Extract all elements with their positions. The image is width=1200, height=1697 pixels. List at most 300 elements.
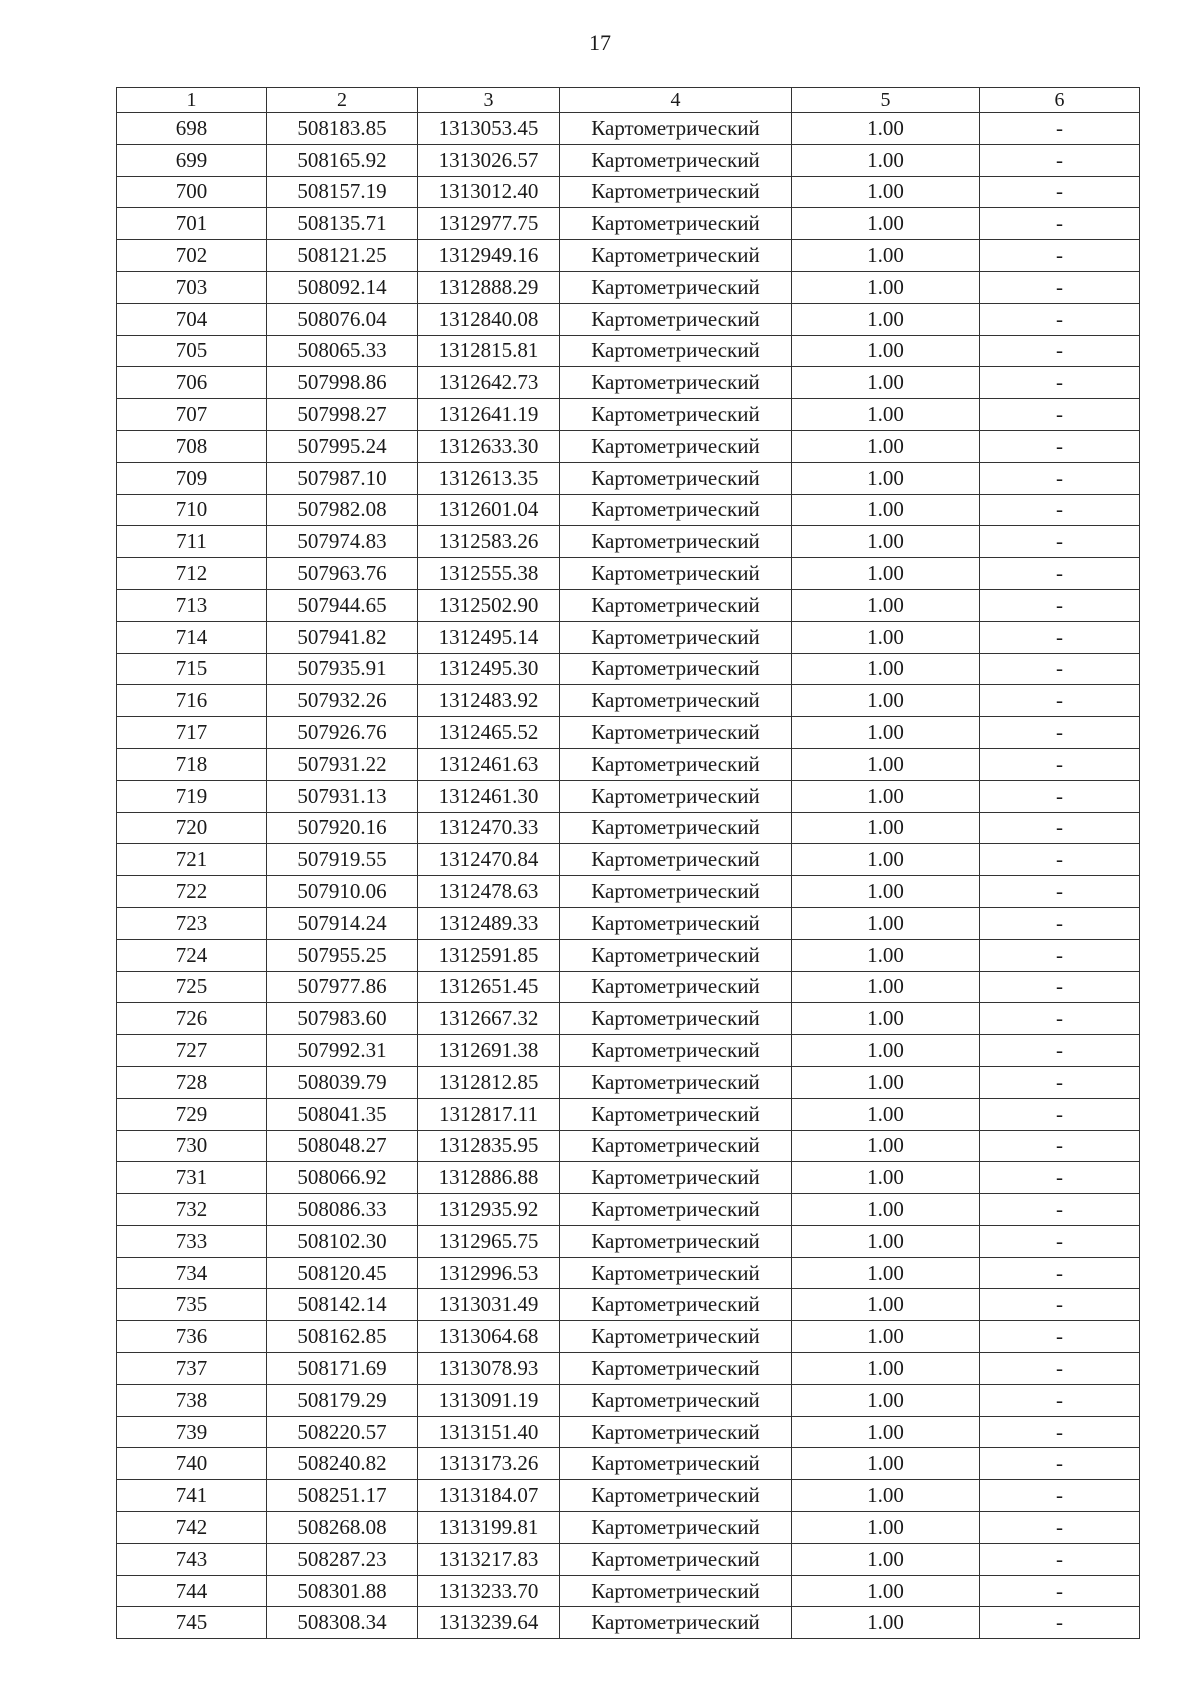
- point-number-cell: 724: [117, 939, 267, 971]
- x-coordinate-cell: 508065.33: [267, 335, 418, 367]
- table-row: [117, 1003, 1140, 1035]
- point-number-cell: 740: [117, 1448, 267, 1480]
- description-cell: -: [980, 1353, 1140, 1385]
- point-number-cell: 737: [117, 1353, 267, 1385]
- method-cell: Картометрический: [560, 685, 792, 717]
- x-coordinate-cell: 507974.83: [267, 526, 418, 558]
- y-coordinate-cell: 1313217.83: [418, 1543, 560, 1575]
- table-row: [117, 1416, 1140, 1448]
- method-cell: Картометрический: [560, 621, 792, 653]
- point-number-cell: 709: [117, 462, 267, 494]
- method-cell: Картометрический: [560, 1066, 792, 1098]
- x-coordinate-cell: 507992.31: [267, 1035, 418, 1067]
- point-number-cell: 720: [117, 812, 267, 844]
- point-number-cell: 721: [117, 844, 267, 876]
- x-coordinate-cell: 508251.17: [267, 1480, 418, 1512]
- table-row: [117, 1321, 1140, 1353]
- table-row: [117, 907, 1140, 939]
- table-row: [117, 717, 1140, 749]
- description-cell: -: [980, 1130, 1140, 1162]
- x-coordinate-cell: 508120.45: [267, 1257, 418, 1289]
- accuracy-cell: 1.00: [792, 462, 980, 494]
- description-cell: -: [980, 462, 1140, 494]
- x-coordinate-cell: 508157.19: [267, 176, 418, 208]
- method-cell: Картометрический: [560, 589, 792, 621]
- x-coordinate-cell: 507919.55: [267, 844, 418, 876]
- accuracy-cell: 1.00: [792, 1194, 980, 1226]
- table-row: [117, 526, 1140, 558]
- method-cell: Картометрический: [560, 1321, 792, 1353]
- point-number-cell: 726: [117, 1003, 267, 1035]
- point-number-cell: 703: [117, 271, 267, 303]
- y-coordinate-cell: 1312495.14: [418, 621, 560, 653]
- point-number-cell: 729: [117, 1098, 267, 1130]
- point-number-cell: 723: [117, 907, 267, 939]
- accuracy-cell: 1.00: [792, 844, 980, 876]
- column-header: 3: [418, 88, 560, 113]
- method-cell: Картометрический: [560, 1543, 792, 1575]
- y-coordinate-cell: 1313064.68: [418, 1321, 560, 1353]
- method-cell: Картометрический: [560, 1289, 792, 1321]
- method-cell: Картометрический: [560, 208, 792, 240]
- accuracy-cell: 1.00: [792, 526, 980, 558]
- method-cell: Картометрический: [560, 1575, 792, 1607]
- x-coordinate-cell: 508048.27: [267, 1130, 418, 1162]
- y-coordinate-cell: 1312495.30: [418, 653, 560, 685]
- method-cell: Картометрический: [560, 971, 792, 1003]
- y-coordinate-cell: 1312935.92: [418, 1194, 560, 1226]
- accuracy-cell: 1.00: [792, 1607, 980, 1639]
- table-row: [117, 1543, 1140, 1575]
- x-coordinate-cell: 508086.33: [267, 1194, 418, 1226]
- y-coordinate-cell: 1312949.16: [418, 240, 560, 272]
- accuracy-cell: 1.00: [792, 208, 980, 240]
- accuracy-cell: 1.00: [792, 558, 980, 590]
- x-coordinate-cell: 507935.91: [267, 653, 418, 685]
- accuracy-cell: 1.00: [792, 335, 980, 367]
- method-cell: Картометрический: [560, 1384, 792, 1416]
- method-cell: Картометрический: [560, 1035, 792, 1067]
- x-coordinate-cell: 508135.71: [267, 208, 418, 240]
- table-row: [117, 685, 1140, 717]
- y-coordinate-cell: 1312470.84: [418, 844, 560, 876]
- accuracy-cell: 1.00: [792, 1416, 980, 1448]
- y-coordinate-cell: 1312489.33: [418, 907, 560, 939]
- x-coordinate-cell: 508142.14: [267, 1289, 418, 1321]
- description-cell: -: [980, 907, 1140, 939]
- y-coordinate-cell: 1312815.81: [418, 335, 560, 367]
- table-row: [117, 621, 1140, 653]
- x-coordinate-cell: 507931.22: [267, 748, 418, 780]
- method-cell: Картометрический: [560, 748, 792, 780]
- table-row: [117, 653, 1140, 685]
- description-cell: -: [980, 1448, 1140, 1480]
- x-coordinate-cell: 507932.26: [267, 685, 418, 717]
- x-coordinate-cell: 508076.04: [267, 303, 418, 335]
- point-number-cell: 710: [117, 494, 267, 526]
- point-number-cell: 708: [117, 430, 267, 462]
- method-cell: Картометрический: [560, 144, 792, 176]
- x-coordinate-cell: 507941.82: [267, 621, 418, 653]
- y-coordinate-cell: 1312651.45: [418, 971, 560, 1003]
- point-number-cell: 705: [117, 335, 267, 367]
- method-cell: Картометрический: [560, 1512, 792, 1544]
- method-cell: Картометрический: [560, 494, 792, 526]
- x-coordinate-cell: 507914.24: [267, 907, 418, 939]
- method-cell: Картометрический: [560, 430, 792, 462]
- method-cell: Картометрический: [560, 271, 792, 303]
- description-cell: -: [980, 335, 1140, 367]
- x-coordinate-cell: 507955.25: [267, 939, 418, 971]
- y-coordinate-cell: 1313031.49: [418, 1289, 560, 1321]
- point-number-cell: 730: [117, 1130, 267, 1162]
- table-row: [117, 271, 1140, 303]
- accuracy-cell: 1.00: [792, 1543, 980, 1575]
- accuracy-cell: 1.00: [792, 653, 980, 685]
- x-coordinate-cell: 507944.65: [267, 589, 418, 621]
- x-coordinate-cell: 508183.85: [267, 113, 418, 145]
- description-cell: -: [980, 1575, 1140, 1607]
- accuracy-cell: 1.00: [792, 1066, 980, 1098]
- description-cell: -: [980, 748, 1140, 780]
- y-coordinate-cell: 1312461.30: [418, 780, 560, 812]
- x-coordinate-cell: 507977.86: [267, 971, 418, 1003]
- accuracy-cell: 1.00: [792, 876, 980, 908]
- accuracy-cell: 1.00: [792, 1384, 980, 1416]
- description-cell: -: [980, 1066, 1140, 1098]
- table-body: [117, 88, 1140, 1639]
- column-header: 2: [267, 88, 418, 113]
- method-cell: Картометрический: [560, 240, 792, 272]
- table-row: [117, 1607, 1140, 1639]
- y-coordinate-cell: 1312641.19: [418, 399, 560, 431]
- x-coordinate-cell: 508066.92: [267, 1162, 418, 1194]
- description-cell: -: [980, 494, 1140, 526]
- description-cell: -: [980, 1162, 1140, 1194]
- description-cell: -: [980, 1035, 1140, 1067]
- description-cell: -: [980, 176, 1140, 208]
- description-cell: -: [980, 271, 1140, 303]
- table-row: [117, 144, 1140, 176]
- accuracy-cell: 1.00: [792, 1257, 980, 1289]
- description-cell: -: [980, 717, 1140, 749]
- accuracy-cell: 1.00: [792, 1098, 980, 1130]
- table-row: [117, 1575, 1140, 1607]
- method-cell: Картометрический: [560, 907, 792, 939]
- x-coordinate-cell: 508102.30: [267, 1225, 418, 1257]
- y-coordinate-cell: 1312470.33: [418, 812, 560, 844]
- x-coordinate-cell: 507995.24: [267, 430, 418, 462]
- accuracy-cell: 1.00: [792, 1035, 980, 1067]
- point-number-cell: 719: [117, 780, 267, 812]
- y-coordinate-cell: 1312483.92: [418, 685, 560, 717]
- y-coordinate-cell: 1313053.45: [418, 113, 560, 145]
- table-row: [117, 1289, 1140, 1321]
- point-number-cell: 736: [117, 1321, 267, 1353]
- description-cell: -: [980, 1543, 1140, 1575]
- point-number-cell: 717: [117, 717, 267, 749]
- table-row: [117, 303, 1140, 335]
- table-row: [117, 971, 1140, 1003]
- table-row: [117, 399, 1140, 431]
- y-coordinate-cell: 1312977.75: [418, 208, 560, 240]
- x-coordinate-cell: 507987.10: [267, 462, 418, 494]
- point-number-cell: 699: [117, 144, 267, 176]
- method-cell: Картометрический: [560, 1130, 792, 1162]
- description-cell: -: [980, 621, 1140, 653]
- coordinates-table: [116, 87, 1140, 1639]
- point-number-cell: 706: [117, 367, 267, 399]
- y-coordinate-cell: 1312555.38: [418, 558, 560, 590]
- y-coordinate-cell: 1313239.64: [418, 1607, 560, 1639]
- y-coordinate-cell: 1312633.30: [418, 430, 560, 462]
- method-cell: Картометрический: [560, 939, 792, 971]
- y-coordinate-cell: 1312591.85: [418, 939, 560, 971]
- x-coordinate-cell: 508220.57: [267, 1416, 418, 1448]
- table-row: [117, 748, 1140, 780]
- y-coordinate-cell: 1313012.40: [418, 176, 560, 208]
- table-row: [117, 1130, 1140, 1162]
- accuracy-cell: 1.00: [792, 240, 980, 272]
- description-cell: -: [980, 1194, 1140, 1226]
- method-cell: Картометрический: [560, 1257, 792, 1289]
- method-cell: Картометрический: [560, 113, 792, 145]
- table-row: [117, 335, 1140, 367]
- y-coordinate-cell: 1312583.26: [418, 526, 560, 558]
- description-cell: -: [980, 1321, 1140, 1353]
- y-coordinate-cell: 1312691.38: [418, 1035, 560, 1067]
- accuracy-cell: 1.00: [792, 113, 980, 145]
- point-number-cell: 715: [117, 653, 267, 685]
- method-cell: Картометрический: [560, 844, 792, 876]
- table-row: [117, 208, 1140, 240]
- accuracy-cell: 1.00: [792, 1130, 980, 1162]
- accuracy-cell: 1.00: [792, 812, 980, 844]
- point-number-cell: 738: [117, 1384, 267, 1416]
- table-row: [117, 367, 1140, 399]
- table-row: [117, 1480, 1140, 1512]
- table-row: [117, 1162, 1140, 1194]
- table-row: [117, 1035, 1140, 1067]
- table-row: [117, 780, 1140, 812]
- point-number-cell: 735: [117, 1289, 267, 1321]
- column-header: 1: [117, 88, 267, 113]
- point-number-cell: 702: [117, 240, 267, 272]
- description-cell: -: [980, 1384, 1140, 1416]
- x-coordinate-cell: 508171.69: [267, 1353, 418, 1385]
- accuracy-cell: 1.00: [792, 494, 980, 526]
- table-row: [117, 1384, 1140, 1416]
- x-coordinate-cell: 508121.25: [267, 240, 418, 272]
- x-coordinate-cell: 508041.35: [267, 1098, 418, 1130]
- description-cell: -: [980, 240, 1140, 272]
- accuracy-cell: 1.00: [792, 430, 980, 462]
- point-number-cell: 741: [117, 1480, 267, 1512]
- point-number-cell: 714: [117, 621, 267, 653]
- x-coordinate-cell: 508165.92: [267, 144, 418, 176]
- column-header: 6: [980, 88, 1140, 113]
- table-row: [117, 1448, 1140, 1480]
- table-row: [117, 240, 1140, 272]
- description-cell: -: [980, 812, 1140, 844]
- method-cell: Картометрический: [560, 176, 792, 208]
- accuracy-cell: 1.00: [792, 1162, 980, 1194]
- y-coordinate-cell: 1312812.85: [418, 1066, 560, 1098]
- page-number: 17: [589, 30, 611, 55]
- method-cell: Картометрический: [560, 303, 792, 335]
- description-cell: -: [980, 1607, 1140, 1639]
- description-cell: -: [980, 1289, 1140, 1321]
- table-row: [117, 430, 1140, 462]
- table-row: [117, 844, 1140, 876]
- method-cell: Картометрический: [560, 1225, 792, 1257]
- description-cell: -: [980, 1257, 1140, 1289]
- x-coordinate-cell: 507998.86: [267, 367, 418, 399]
- point-number-cell: 704: [117, 303, 267, 335]
- point-number-cell: 728: [117, 1066, 267, 1098]
- accuracy-cell: 1.00: [792, 717, 980, 749]
- table-row: [117, 939, 1140, 971]
- x-coordinate-cell: 508301.88: [267, 1575, 418, 1607]
- accuracy-cell: 1.00: [792, 907, 980, 939]
- table-row: [117, 1225, 1140, 1257]
- method-cell: Картометрический: [560, 1416, 792, 1448]
- y-coordinate-cell: 1312965.75: [418, 1225, 560, 1257]
- accuracy-cell: 1.00: [792, 780, 980, 812]
- method-cell: Картометрический: [560, 1607, 792, 1639]
- table-row: [117, 113, 1140, 145]
- x-coordinate-cell: 508092.14: [267, 271, 418, 303]
- method-cell: Картометрический: [560, 399, 792, 431]
- accuracy-cell: 1.00: [792, 1480, 980, 1512]
- y-coordinate-cell: 1312478.63: [418, 876, 560, 908]
- point-number-cell: 727: [117, 1035, 267, 1067]
- accuracy-cell: 1.00: [792, 1575, 980, 1607]
- method-cell: Картометрический: [560, 335, 792, 367]
- accuracy-cell: 1.00: [792, 367, 980, 399]
- table-row: [117, 1194, 1140, 1226]
- method-cell: Картометрический: [560, 780, 792, 812]
- y-coordinate-cell: 1313151.40: [418, 1416, 560, 1448]
- point-number-cell: 718: [117, 748, 267, 780]
- accuracy-cell: 1.00: [792, 1225, 980, 1257]
- description-cell: -: [980, 876, 1140, 908]
- y-coordinate-cell: 1312840.08: [418, 303, 560, 335]
- method-cell: Картометрический: [560, 1162, 792, 1194]
- table-row: [117, 1512, 1140, 1544]
- accuracy-cell: 1.00: [792, 589, 980, 621]
- y-coordinate-cell: 1312667.32: [418, 1003, 560, 1035]
- accuracy-cell: 1.00: [792, 271, 980, 303]
- y-coordinate-cell: 1312817.11: [418, 1098, 560, 1130]
- method-cell: Картометрический: [560, 1480, 792, 1512]
- description-cell: -: [980, 1003, 1140, 1035]
- x-coordinate-cell: 507998.27: [267, 399, 418, 431]
- accuracy-cell: 1.00: [792, 1448, 980, 1480]
- y-coordinate-cell: 1312996.53: [418, 1257, 560, 1289]
- table-row: [117, 589, 1140, 621]
- x-coordinate-cell: 508268.08: [267, 1512, 418, 1544]
- description-cell: -: [980, 430, 1140, 462]
- point-number-cell: 739: [117, 1416, 267, 1448]
- description-cell: -: [980, 526, 1140, 558]
- description-cell: -: [980, 367, 1140, 399]
- point-number-cell: 711: [117, 526, 267, 558]
- y-coordinate-cell: 1312642.73: [418, 367, 560, 399]
- description-cell: -: [980, 780, 1140, 812]
- method-cell: Картометрический: [560, 876, 792, 908]
- method-cell: Картометрический: [560, 1353, 792, 1385]
- column-header: 4: [560, 88, 792, 113]
- point-number-cell: 701: [117, 208, 267, 240]
- method-cell: Картометрический: [560, 462, 792, 494]
- method-cell: Картометрический: [560, 812, 792, 844]
- accuracy-cell: 1.00: [792, 621, 980, 653]
- table-row: [117, 1098, 1140, 1130]
- description-cell: -: [980, 1225, 1140, 1257]
- accuracy-cell: 1.00: [792, 399, 980, 431]
- y-coordinate-cell: 1312461.63: [418, 748, 560, 780]
- method-cell: Картометрический: [560, 653, 792, 685]
- y-coordinate-cell: 1312601.04: [418, 494, 560, 526]
- y-coordinate-cell: 1312613.35: [418, 462, 560, 494]
- column-header: 5: [792, 88, 980, 113]
- point-number-cell: 722: [117, 876, 267, 908]
- table-row: [117, 876, 1140, 908]
- accuracy-cell: 1.00: [792, 748, 980, 780]
- description-cell: -: [980, 303, 1140, 335]
- x-coordinate-cell: 507983.60: [267, 1003, 418, 1035]
- table-row: [117, 176, 1140, 208]
- point-number-cell: 731: [117, 1162, 267, 1194]
- x-coordinate-cell: 508308.34: [267, 1607, 418, 1639]
- point-number-cell: 733: [117, 1225, 267, 1257]
- table-row: [117, 812, 1140, 844]
- x-coordinate-cell: 507926.76: [267, 717, 418, 749]
- description-cell: -: [980, 589, 1140, 621]
- description-cell: -: [980, 399, 1140, 431]
- x-coordinate-cell: 507920.16: [267, 812, 418, 844]
- point-number-cell: 745: [117, 1607, 267, 1639]
- x-coordinate-cell: 507931.13: [267, 780, 418, 812]
- method-cell: Картометрический: [560, 1003, 792, 1035]
- point-number-cell: 734: [117, 1257, 267, 1289]
- y-coordinate-cell: 1312502.90: [418, 589, 560, 621]
- description-cell: -: [980, 939, 1140, 971]
- accuracy-cell: 1.00: [792, 176, 980, 208]
- x-coordinate-cell: 508039.79: [267, 1066, 418, 1098]
- x-coordinate-cell: 508162.85: [267, 1321, 418, 1353]
- method-cell: Картометрический: [560, 526, 792, 558]
- y-coordinate-cell: 1313173.26: [418, 1448, 560, 1480]
- method-cell: Картометрический: [560, 367, 792, 399]
- table-row: [117, 494, 1140, 526]
- accuracy-cell: 1.00: [792, 144, 980, 176]
- accuracy-cell: 1.00: [792, 939, 980, 971]
- description-cell: -: [980, 208, 1140, 240]
- point-number-cell: 732: [117, 1194, 267, 1226]
- accuracy-cell: 1.00: [792, 971, 980, 1003]
- y-coordinate-cell: 1313078.93: [418, 1353, 560, 1385]
- y-coordinate-cell: 1313184.07: [418, 1480, 560, 1512]
- x-coordinate-cell: 507963.76: [267, 558, 418, 590]
- x-coordinate-cell: 508179.29: [267, 1384, 418, 1416]
- x-coordinate-cell: 507910.06: [267, 876, 418, 908]
- description-cell: -: [980, 144, 1140, 176]
- method-cell: Картометрический: [560, 1098, 792, 1130]
- method-cell: Картометрический: [560, 1194, 792, 1226]
- description-cell: -: [980, 558, 1140, 590]
